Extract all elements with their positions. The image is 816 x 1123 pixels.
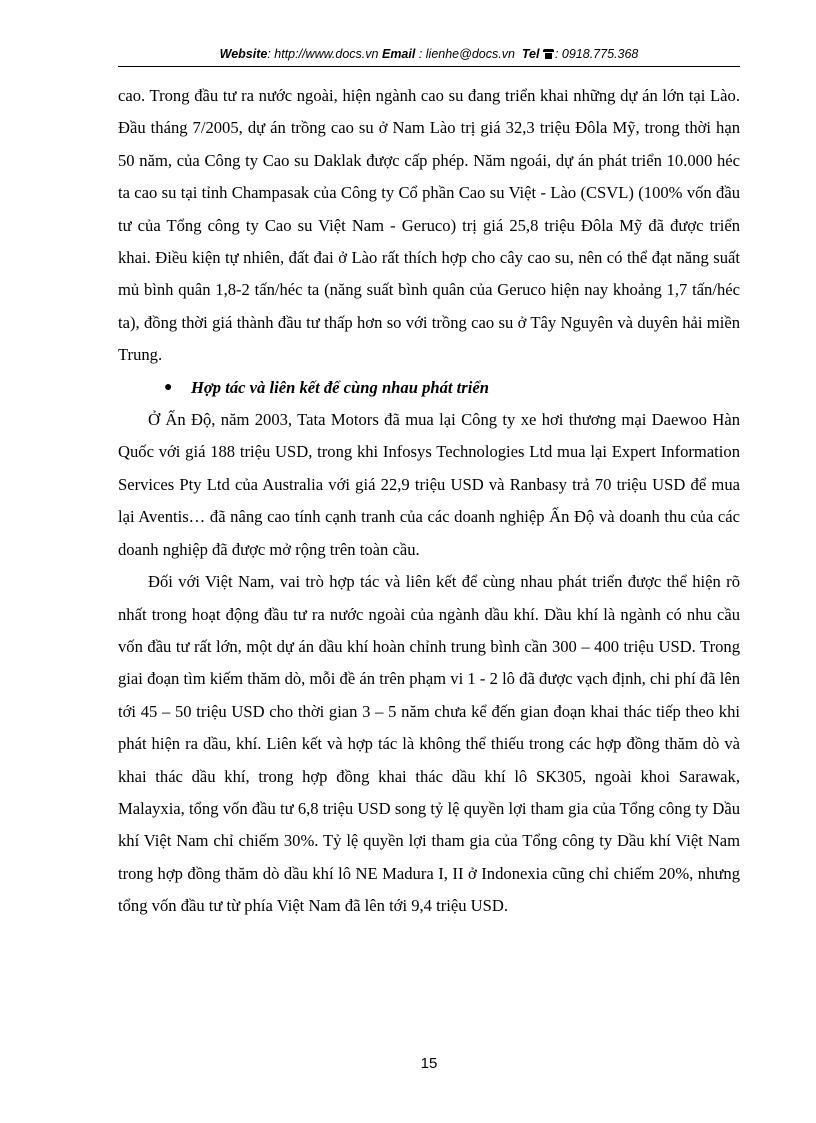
website-value: : http://www.docs.vn <box>267 47 379 61</box>
document-body <box>118 80 740 923</box>
email-label: Email <box>381 47 416 61</box>
tel-value: : 0918.775.368 <box>554 47 639 61</box>
bullet-heading <box>118 372 740 404</box>
bullet-dot-icon: ● <box>164 379 173 395</box>
bullet-heading-text: Hợp tác và liên kết để cùng nhau phát triển <box>191 377 489 397</box>
email-value: : lienhe@docs.vn <box>418 47 515 61</box>
header-divider <box>118 66 740 67</box>
paragraph-rubber-investment: cao. Trong đầu tư ra nước ngoài, hiện ngành cao su đang triển khai những dự án lớn tại Lào. Đầu tháng 7/2005, dự án trồng cao su ở Nam Lào trị giá 32,3 triệu Đôla Mỹ, trong thời hạn 50 năm, của Công ty Cao su Daklak được cấp phép. Năm ngoái, dự án phát triển 10.000 héc ta cao su tại tỉnh Champasak của Công ty Cổ phần Cao su Việt - Lào (CSVL) (100% vốn đầu tư của Tổng công ty Cao su Việt Nam - Geruco) trị giá 25,8 triệu Đôla Mỹ đã được triển khai. Điều kiện tự nhiên, đất đai ở Lào rất thích hợp cho cây cao su, nên có thể đạt năng suất mủ bình quân 1,8-2 tấn/héc ta (năng suất bình quân của Geruco hiện nay khoảng 1,7 tấn/héc ta), đồng thời giá thành đầu tư thấp hơn so với trồng cao su ở Tây Nguyên và duyên hải miền Trung. <box>118 86 740 365</box>
paragraph-india-examples: Ở Ấn Độ, năm 2003, Tata Motors đã mua lại Công ty xe hơi thương mại Daewoo Hàn Quốc với giá 188 triệu USD, trong khi Infosys Technologies Ltd mua lại Expert Information Services Pty Ltd của Australia với giá 22,9 triệu USD và Ranbasy trả 70 triệu USD để mua lại Aventis… đã nâng cao tính cạnh tranh của các doanh nghiệp Ấn Độ và doanh thu của các doanh nghiệp đã được mở rộng trên toàn cầu. <box>118 410 740 559</box>
phone-icon <box>543 49 554 59</box>
tel-label: Tel <box>521 47 540 61</box>
page-number: 15 <box>420 1055 438 1072</box>
page-header <box>118 47 740 61</box>
website-label: Website <box>219 47 268 61</box>
paragraph-vietnam-oil-gas: Đối với Việt Nam, vai trò hợp tác và liên kết để cùng nhau phát triển được thể hiện rõ nhất trong hoạt động đầu tư ra nước ngoài của ngành dầu khí. Dầu khí là ngành có nhu cầu vốn đầu tư rất lớn, một dự án dầu khí hoàn chỉnh trung bình cần 300 – 400 triệu USD. Trong giai đoạn tìm kiếm thăm dò, mỗi đề án trên phạm vi 1 - 2 lô đã được vạch định, chi phí đã lên tới 45 – 50 triệu USD cho thời gian 3 – 5 năm chưa kể đến gian đoạn khai thác tiếp theo khi phát hiện ra dầu, khí. Liên kết và hợp tác là không thể thiếu trong các hợp đồng thăm dò và khai thác dầu khí, trong hợp đồng khai thác dầu khí lô SK305, ngoài khoi Sarawak, Malayxia, tổng vốn đầu tư 6,8 triệu USD song tỷ lệ quyền lợi tham gia của Tổng công ty Dầu khí Việt Nam chỉ chiếm 30%. Tỷ lệ quyền lợi tham gia của Tổng công ty Dầu khí Việt Nam trong hợp đồng thăm dò dầu khí lô NE Madura I, II ở Indonexia cũng chỉ chiếm 20%, nhưng tổng vốn đầu tư từ phía Việt Nam đã lên tới 9,4 triệu USD. <box>118 572 740 916</box>
